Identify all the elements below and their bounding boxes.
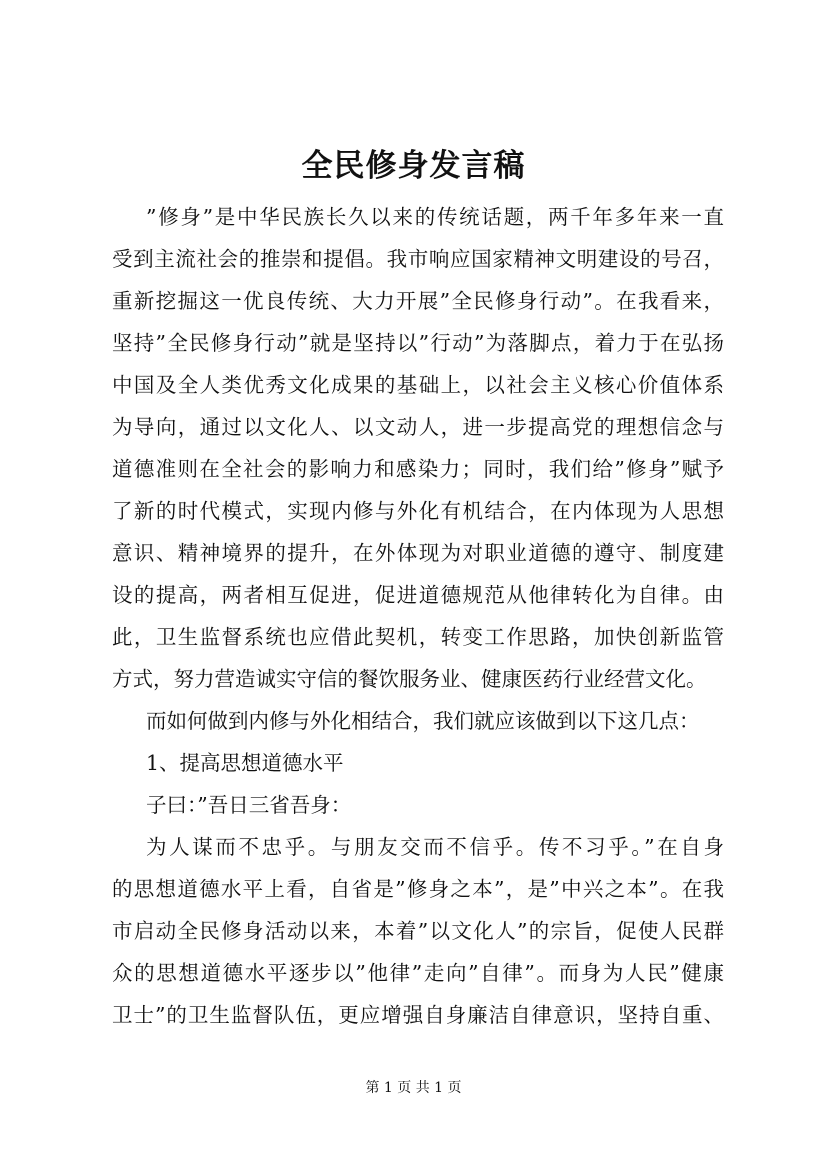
text-line: 受到主流社会的推崇和提倡。我市响应国家精神文明建设的号召， <box>112 247 724 271</box>
text-line: 了新的时代模式，实现内修与外化有机结合，在内体现为人思想 <box>112 499 724 523</box>
text-line: 方式，努力营造诚实守信的餐饮服务业、健康医药行业经营文化。 <box>112 667 707 691</box>
text-line: 道德准则在全社会的影响力和感染力；同时，我们给”修身”赋予 <box>112 457 724 481</box>
page-footer: 第 1 页 共 1 页 <box>365 1080 462 1096</box>
text-line: 此，卫生监督系统也应借此契机，转变工作思路，加快创新监管 <box>112 625 724 649</box>
text-line: 设的提高，两者相互促进，促进道德规范从他律转化为自律。由 <box>112 583 724 607</box>
text-line: 重新挖掘这一优良传统、大力开展”全民修身行动”。在我看来， <box>112 289 724 313</box>
text-line: 1、提高思想道德水平 <box>146 751 344 775</box>
text-line: 坚持”全民修身行动”就是坚持以”行动”为落脚点，着力于在弘扬 <box>112 331 724 355</box>
text-line: 为人谋而不忠乎。与朋友交而不信乎。传不习乎。”在自身 <box>146 835 724 859</box>
document-title: 全民修身发言稿 <box>301 148 526 184</box>
text-line: 众的思想道德水平逐步以”他律”走向”自律”。而身为人民”健康 <box>112 961 724 985</box>
text-line: 卫士”的卫生监督队伍，更应增强自身廉洁自律意识，坚持自重、 <box>112 1003 724 1027</box>
text-line: 中国及全人类优秀文化成果的基础上，以社会主义核心价值体系 <box>112 373 724 397</box>
text-line: 意识、精神境界的提升，在外体现为对职业道德的遵守、制度建 <box>112 541 724 565</box>
text-line: 子曰：”吾日三省吾身： <box>146 793 352 817</box>
text-line: 市启动全民修身活动以来，本着”以文化人”的宗旨，促使人民群 <box>112 919 724 943</box>
text-line: 的思想道德水平上看，自省是”修身之本”，是”中兴之本”。在我 <box>112 877 724 901</box>
document-body <box>112 196 724 1036</box>
text-line: 而如何做到内修与外化相结合，我们就应该做到以下这几点： <box>146 709 700 733</box>
text-line: 为导向，通过以文化人、以文动人，进一步提高党的理想信念与 <box>112 415 724 439</box>
text-line: ”修身”是中华民族长久以来的传统话题，两千年多年来一直 <box>146 205 724 229</box>
